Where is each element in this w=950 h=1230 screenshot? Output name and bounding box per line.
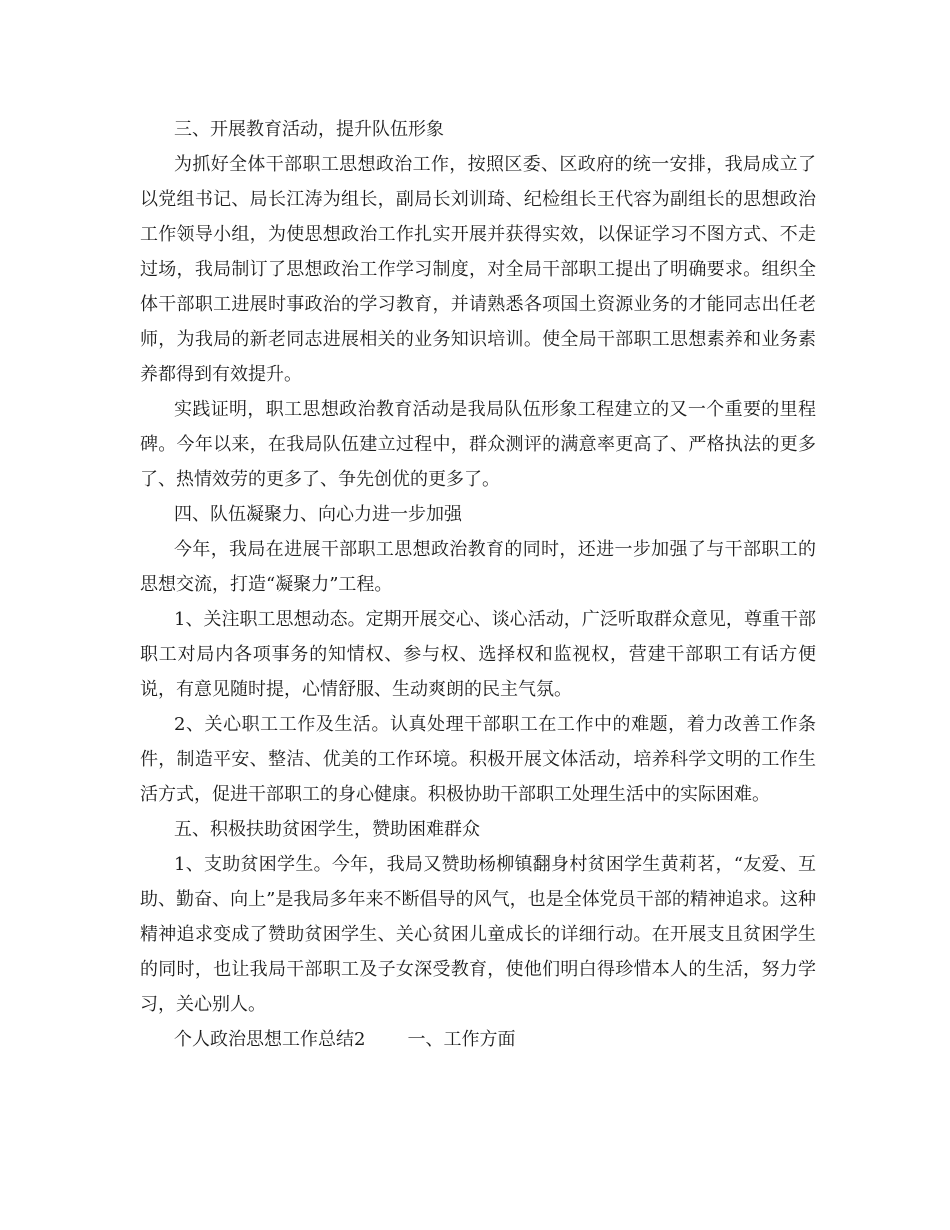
summary-subheading: 一、工作方面 bbox=[407, 1029, 516, 1050]
section-heading-3: 三、开展教育活动，提升队伍形象 bbox=[174, 119, 444, 140]
summary-title: 个人政治思想工作总结2 bbox=[174, 1029, 366, 1050]
paragraph-6: 1、支助贫困学生。今年，我局又赞助杨柳镇翻身村贫困学生黄莉茗，“友爱、互助、勤奋、向上”是我局多年来不断倡导的风气，也是全体党员干部的精神追求。这种精神追求变成了赞助贫困学生、关心贫困儿童成长的详细行动。在开展支且贫困学生的同时，也让我局干部职工及子女深受教育，使他们明白得珍惜本人的生活，努力学习，关心别人。 bbox=[140, 854, 816, 1015]
document-body bbox=[140, 112, 816, 1057]
summary-title-line bbox=[140, 1022, 816, 1057]
paragraph-2: 实践证明，职工思想政治教育活动是我局队伍形象工程建立的又一个重要的里程碑。今年以来，在我局队伍建立过程中，群众测评的满意率更高了、严格执法的更多了、热情效劳的更多了、争先创优的更多了。 bbox=[140, 399, 816, 490]
section-heading-5: 五、积极扶助贫困学生，赞助困难群众 bbox=[174, 819, 480, 840]
paragraph-4: 1、关注职工思想动态。定期开展交心、谈心活动，广泛听取群众意见，尊重干部职工对局内各项事务的知情权、参与权、选择权和监视权，营建干部职工有话方便说，有意见随时提，心情舒服、生动爽朗的民主气氛。 bbox=[140, 609, 816, 700]
section-heading-4: 四、队伍凝聚力、向心力进一步加强 bbox=[174, 504, 462, 525]
paragraph-1: 为抓好全体干部职工思想政治工作，按照区委、区政府的统一安排，我局成立了以党组书记、局长江涛为组长，副局长刘训琦、纪检组长王代容为副组长的思想政治工作领导小组，为使思想政治工作扎实开展并获得实效，以保证学习不图方式、不走过场，我局制订了思想政治工作学习制度，对全局干部职工提出了明确要求。组织全体干部职工进展时事政治的学习教育，并请熟悉各项国土资源业务的才能同志出任老师，为我局的新老同志进展相关的业务知识培训。使全局干部职工思想素养和业务素养都得到有效提升。 bbox=[140, 154, 816, 385]
paragraph-3: 今年，我局在进展干部职工思想政治教育的同时，还进一步加强了与干部职工的思想交流，打造“凝聚力”工程。 bbox=[140, 539, 816, 595]
paragraph-5: 2、关心职工工作及生活。认真处理干部职工在工作中的难题，着力改善工作条件，制造平安、整洁、优美的工作环境。积极开展文体活动，培养科学文明的工作生活方式，促进干部职工的身心健康。积极协助干部职工处理生活中的实际困难。 bbox=[140, 714, 816, 805]
